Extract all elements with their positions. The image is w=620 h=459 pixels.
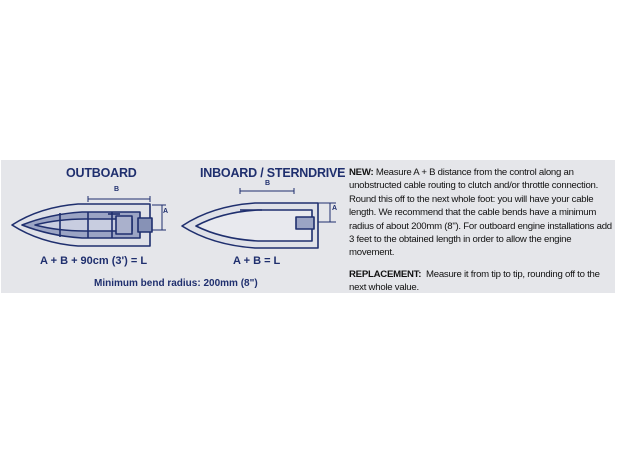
inboard-boat-drawing bbox=[182, 203, 318, 248]
new-label: NEW: bbox=[349, 167, 374, 178]
outboard-formula: A + B + 90cm (3') = L bbox=[40, 255, 148, 267]
outboard-title: OUTBOARD bbox=[66, 166, 137, 180]
outboard-boat-drawing bbox=[12, 204, 152, 246]
new-text: Measure A + B distance from the control along an unobstructed cable routing to clutch and/or throttle connection. Round this off to the next whole foot: you will have your cable length. We recommend that the cable bends have a minimum radius of about 200mm (8"). For outboard engine installations add 3 feet to the obtained length in order to allow the engine movement. bbox=[349, 167, 612, 259]
inboard-dim-a-label: A bbox=[332, 205, 338, 212]
instructions bbox=[349, 166, 617, 295]
inboard-title: INBOARD / STERNDRIVE bbox=[200, 166, 346, 180]
inboard-formula: A + B = L bbox=[233, 255, 281, 267]
new-paragraph bbox=[349, 166, 617, 260]
outboard-dim-a-label: A bbox=[163, 208, 169, 215]
replacement-text: Measure it from tip to tip, rounding off to the next whole value. bbox=[349, 268, 600, 294]
replacement-label: REPLACEMENT: bbox=[349, 268, 422, 280]
replacement-paragraph bbox=[349, 268, 617, 295]
inboard-dim-b-label: B bbox=[265, 180, 271, 187]
bend-radius-note: Minimum bend radius: 200mm (8") bbox=[94, 278, 258, 289]
outboard-dim-b-label: B bbox=[114, 186, 120, 193]
